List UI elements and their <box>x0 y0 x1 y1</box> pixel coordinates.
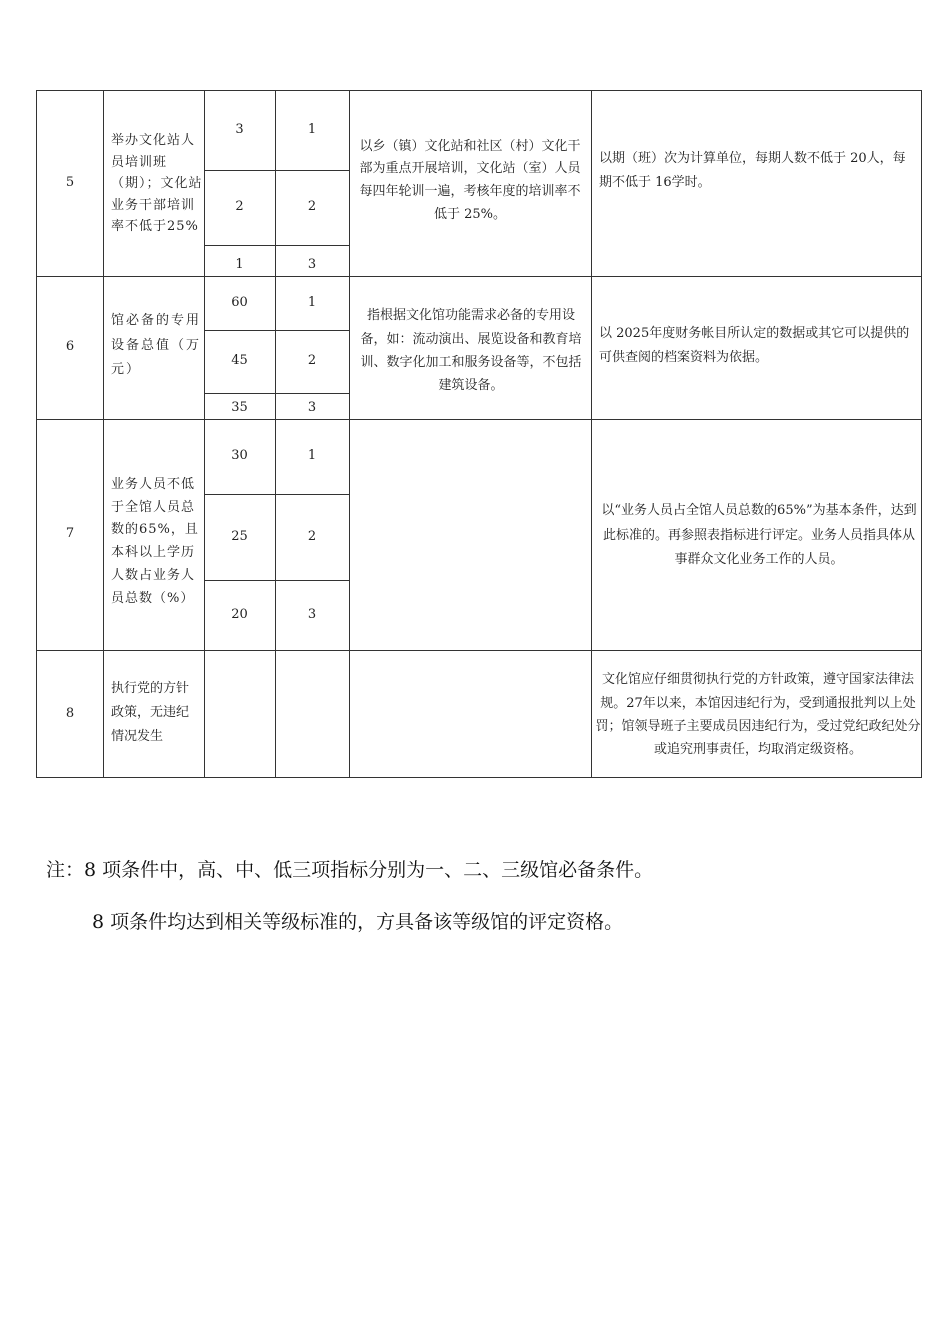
level-value: 60 <box>231 294 248 310</box>
level-grade: 2 <box>307 528 317 544</box>
item-name: 举办文化站人员培训班（期）；文化站业务干部培训率不低于25% <box>111 133 203 235</box>
level-value: 45 <box>231 353 248 369</box>
explanation-text <box>349 419 591 650</box>
row-divider <box>37 276 921 277</box>
level-value: 35 <box>231 400 248 416</box>
sub-row-divider <box>204 393 349 394</box>
row-number: 6 <box>65 339 75 355</box>
sub-row-divider <box>204 245 349 246</box>
level-grade: 2 <box>307 199 317 215</box>
item-name: 执行党的方针政策，无违纪情况发生 <box>111 680 190 745</box>
level-value: 3 <box>235 122 244 138</box>
level-grade: 2 <box>307 353 317 369</box>
item-name: 业务人员不低于全馆人员总数的65%，且本科以上学历人数占业务人员总数（%） <box>111 476 199 606</box>
col-divider <box>591 91 592 777</box>
level-value: 30 <box>231 448 248 464</box>
level-value: 1 <box>235 257 244 273</box>
row-number: 5 <box>65 175 75 191</box>
level-grade: 3 <box>307 606 317 622</box>
remark-text: 以“业务人员占全馆人员总数的65%”为基本条件，达到此标准的。再参照表指标进行评定。业务人员指具体从事群众文化业务工作的人员。 <box>601 502 917 568</box>
col-divider <box>103 91 104 777</box>
item-name: 馆必备的专用设备总值（万元） <box>111 312 202 378</box>
row-number: 8 <box>65 705 75 721</box>
criteria-table <box>36 90 922 778</box>
note-line-1: 注：8 项条件中，高、中、低三项指标分别为一、二、三级馆必备条件。 <box>46 859 654 881</box>
level-grade: 3 <box>307 257 317 273</box>
level-value: 20 <box>231 606 248 622</box>
explanation-text: 指根据文化馆功能需求必备的专用设备，如：流动演出、展览设备和教育培训、数字化加工和服务设备等，不包括建筑设备。 <box>360 308 582 394</box>
explanation-text: 以乡（镇）文化站和社区（村）文化干部为重点开展培训，文化站（室）人员每四年轮训一遍，考核年度的培训率不低于 25%。 <box>359 138 581 222</box>
level-grade: 1 <box>307 448 317 464</box>
level-grade: 1 <box>307 294 317 310</box>
level-value: 2 <box>235 199 244 215</box>
level-grade: 3 <box>307 400 317 416</box>
explanation-text <box>349 650 591 778</box>
level-value: 25 <box>231 528 248 544</box>
remark-text: 文化馆应仔细贯彻执行党的方针政策，遵守国家法律法规。27年以来，本馆因违纪行为，受到通报批判以上处罚；馆领导班子主要成员因违纪行为，受过党纪政纪处分或追究刑事责任，均取消定级资格。 <box>595 672 921 758</box>
remark-text: 以期（班）次为计算单位，每期人数不低于 20人，每期不低于 16学时。 <box>599 150 906 190</box>
remark-text: 以 2025年度财务帐目所认定的数据或其它可以提供的可供查阅的档案资料为依据。 <box>599 325 910 365</box>
level-grade: 1 <box>307 122 317 138</box>
note-line-2: 8 项条件均达到相关等级标准的，方具备该等级馆的评定资格。 <box>92 911 624 933</box>
row-number: 7 <box>65 526 75 542</box>
